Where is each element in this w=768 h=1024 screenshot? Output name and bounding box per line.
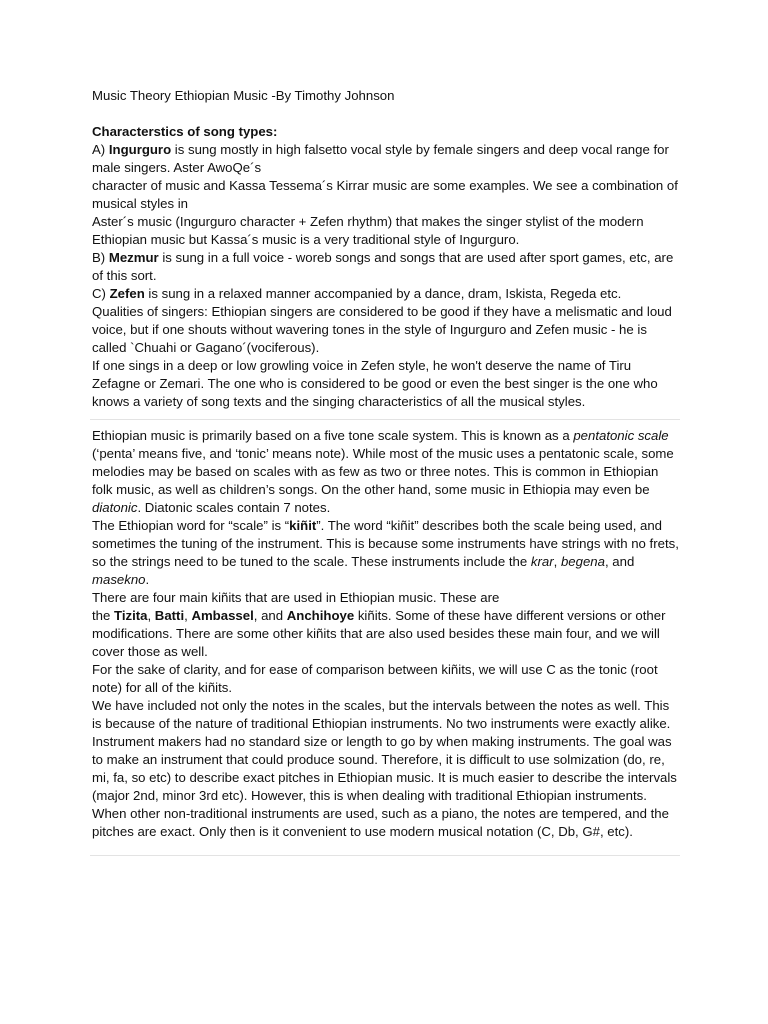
paragraph-pentatonic	[92, 427, 680, 517]
text-ingurguro: is sung mostly in high falsetto vocal style by female singers and deep vocal range for male singers. Aster AwoQe´s	[92, 142, 669, 175]
term-ingurguro: Ingurguro	[108, 142, 172, 157]
paragraph-intervals: We have included not only the notes in the scales, but the intervals between the notes as well. This is because of the nature of traditional Ethiopian instruments. No two instruments were exactly alike. Instrument makers had no standard size or length to go by when making instruments. The goal was to make an instrument that could produce sound. Therefore, it is difficult to use solmization (do, re, mi, fa, so etc) to describe exact pitches in Ethiopian music. It is much easier to describe the intervals (major 2nd, minor 3rd etc). However, this is when dealing with traditional Ethiopian instruments. When other non-traditional instruments are used, such as a piano, the notes are tempered, and the pitches are exact. Only then is it convenient to use modern musical notation (C, Db, G#, etc).	[92, 698, 677, 839]
text-span: ,	[553, 554, 561, 569]
text-mezmur: is sung in a full voice - woreb songs and songs that are used after sport games, etc, are of this sort.	[92, 250, 674, 283]
paragraph-aster: Aster´s music (Ingurguro character + Zefen rhythm) that makes the singer stylist of the modern Ethiopian music but Kassa´s music is a very traditional style of Ingurguro.	[92, 214, 644, 247]
term-krar: krar	[530, 554, 554, 569]
text-span: kiñits. Some of these have different versions or other modifications. There are some other kiñits that are also used besides these main four, and we will cover those as well.	[92, 608, 666, 659]
text-span: .	[145, 572, 150, 587]
text-span: the	[92, 608, 114, 623]
paragraph-deep-voice: If one sings in a deep or low growling voice in Zefen style, he won't deserve the name of Tiru Zefagne or Zemari. The one who is considered to be good or even the best singer is the one who knows a variety of song texts and the singing characteristics of all the musical styles.	[92, 358, 658, 409]
paragraph-ingurguro	[92, 141, 680, 177]
text-span: . Diatonic scales contain 7 notes.	[137, 500, 331, 515]
term-masekno: masekno	[92, 572, 146, 587]
text-span: , and	[253, 608, 287, 623]
term-kinit: kiñit	[289, 518, 317, 533]
text-span: The Ethiopian word for “scale” is “	[92, 518, 290, 533]
text-span: ”. The word “kiñit” describes both the scale being used, and sometimes the tuning of the instrument. This is because some instruments have strings with no frets, so the strings need to be tuned to the scale. These instruments include the	[92, 518, 679, 569]
term-begena: begena	[560, 554, 605, 569]
text-span: (‘penta’ means five, and ‘tonic’ means note). While most of the music uses a pentatonic scale, some melodies may be based on scales with as few as two or three notes. This is common in Ethiopian folk music, as well as children’s songs. On the other hand, some music in Ethiopia may even be	[92, 446, 674, 497]
section-divider	[90, 419, 680, 420]
section-heading: Characterstics of song types:	[92, 124, 278, 139]
term-batti: Batti	[154, 608, 185, 623]
term-zefen: Zefen	[109, 286, 145, 301]
text-span: , and	[604, 554, 635, 569]
paragraph-four-kinits	[92, 607, 680, 661]
document-page	[92, 87, 680, 863]
song-types-section	[92, 123, 680, 411]
term-tizita: Tizita	[114, 608, 148, 623]
paragraph-mezmur	[92, 249, 680, 285]
text-zefen: is sung in a relaxed manner accompanied by a dance, dram, Iskista, Regeda etc.	[144, 286, 622, 301]
text-span: ,	[147, 608, 155, 623]
paragraph-qualities: Qualities of singers: Ethiopian singers are considered to be good if they have a melismatic and loud voice, but if one shouts without wavering tones in the style of Ingurguro and Zefen music - he is called `Chuahi or Gagano´(vociferous).	[92, 304, 672, 355]
bottom-divider	[90, 855, 680, 856]
item-prefix: A)	[92, 142, 109, 157]
paragraph-zefen	[92, 285, 680, 303]
term-mezmur: Mezmur	[108, 250, 159, 265]
term-anchihoye: Anchihoye	[286, 608, 355, 623]
document-title: Music Theory Ethiopian Music -By Timothy Johnson	[92, 88, 395, 103]
text-span: Ethiopian music is primarily based on a five tone scale system. This is known as a	[92, 428, 574, 443]
term-pentatonic: pentatonic scale	[573, 428, 669, 443]
scales-section	[92, 427, 680, 841]
paragraph-tonic: For the sake of clarity, and for ease of comparison between kiñits, we will use C as the tonic (root note) for all of the kiñits.	[92, 662, 658, 695]
item-prefix: C)	[92, 286, 110, 301]
paragraph-kinit	[92, 517, 680, 589]
text-span: ,	[184, 608, 192, 623]
term-diatonic: diatonic	[92, 500, 138, 515]
paragraph-four-kinits-intro: There are four main kiñits that are used in Ethiopian music. These are	[92, 590, 500, 605]
term-ambassel: Ambassel	[191, 608, 254, 623]
item-prefix: B)	[92, 250, 109, 265]
paragraph-kassa: character of music and Kassa Tessema´s Kirrar music are some examples. We see a combination of musical styles in	[92, 178, 678, 211]
